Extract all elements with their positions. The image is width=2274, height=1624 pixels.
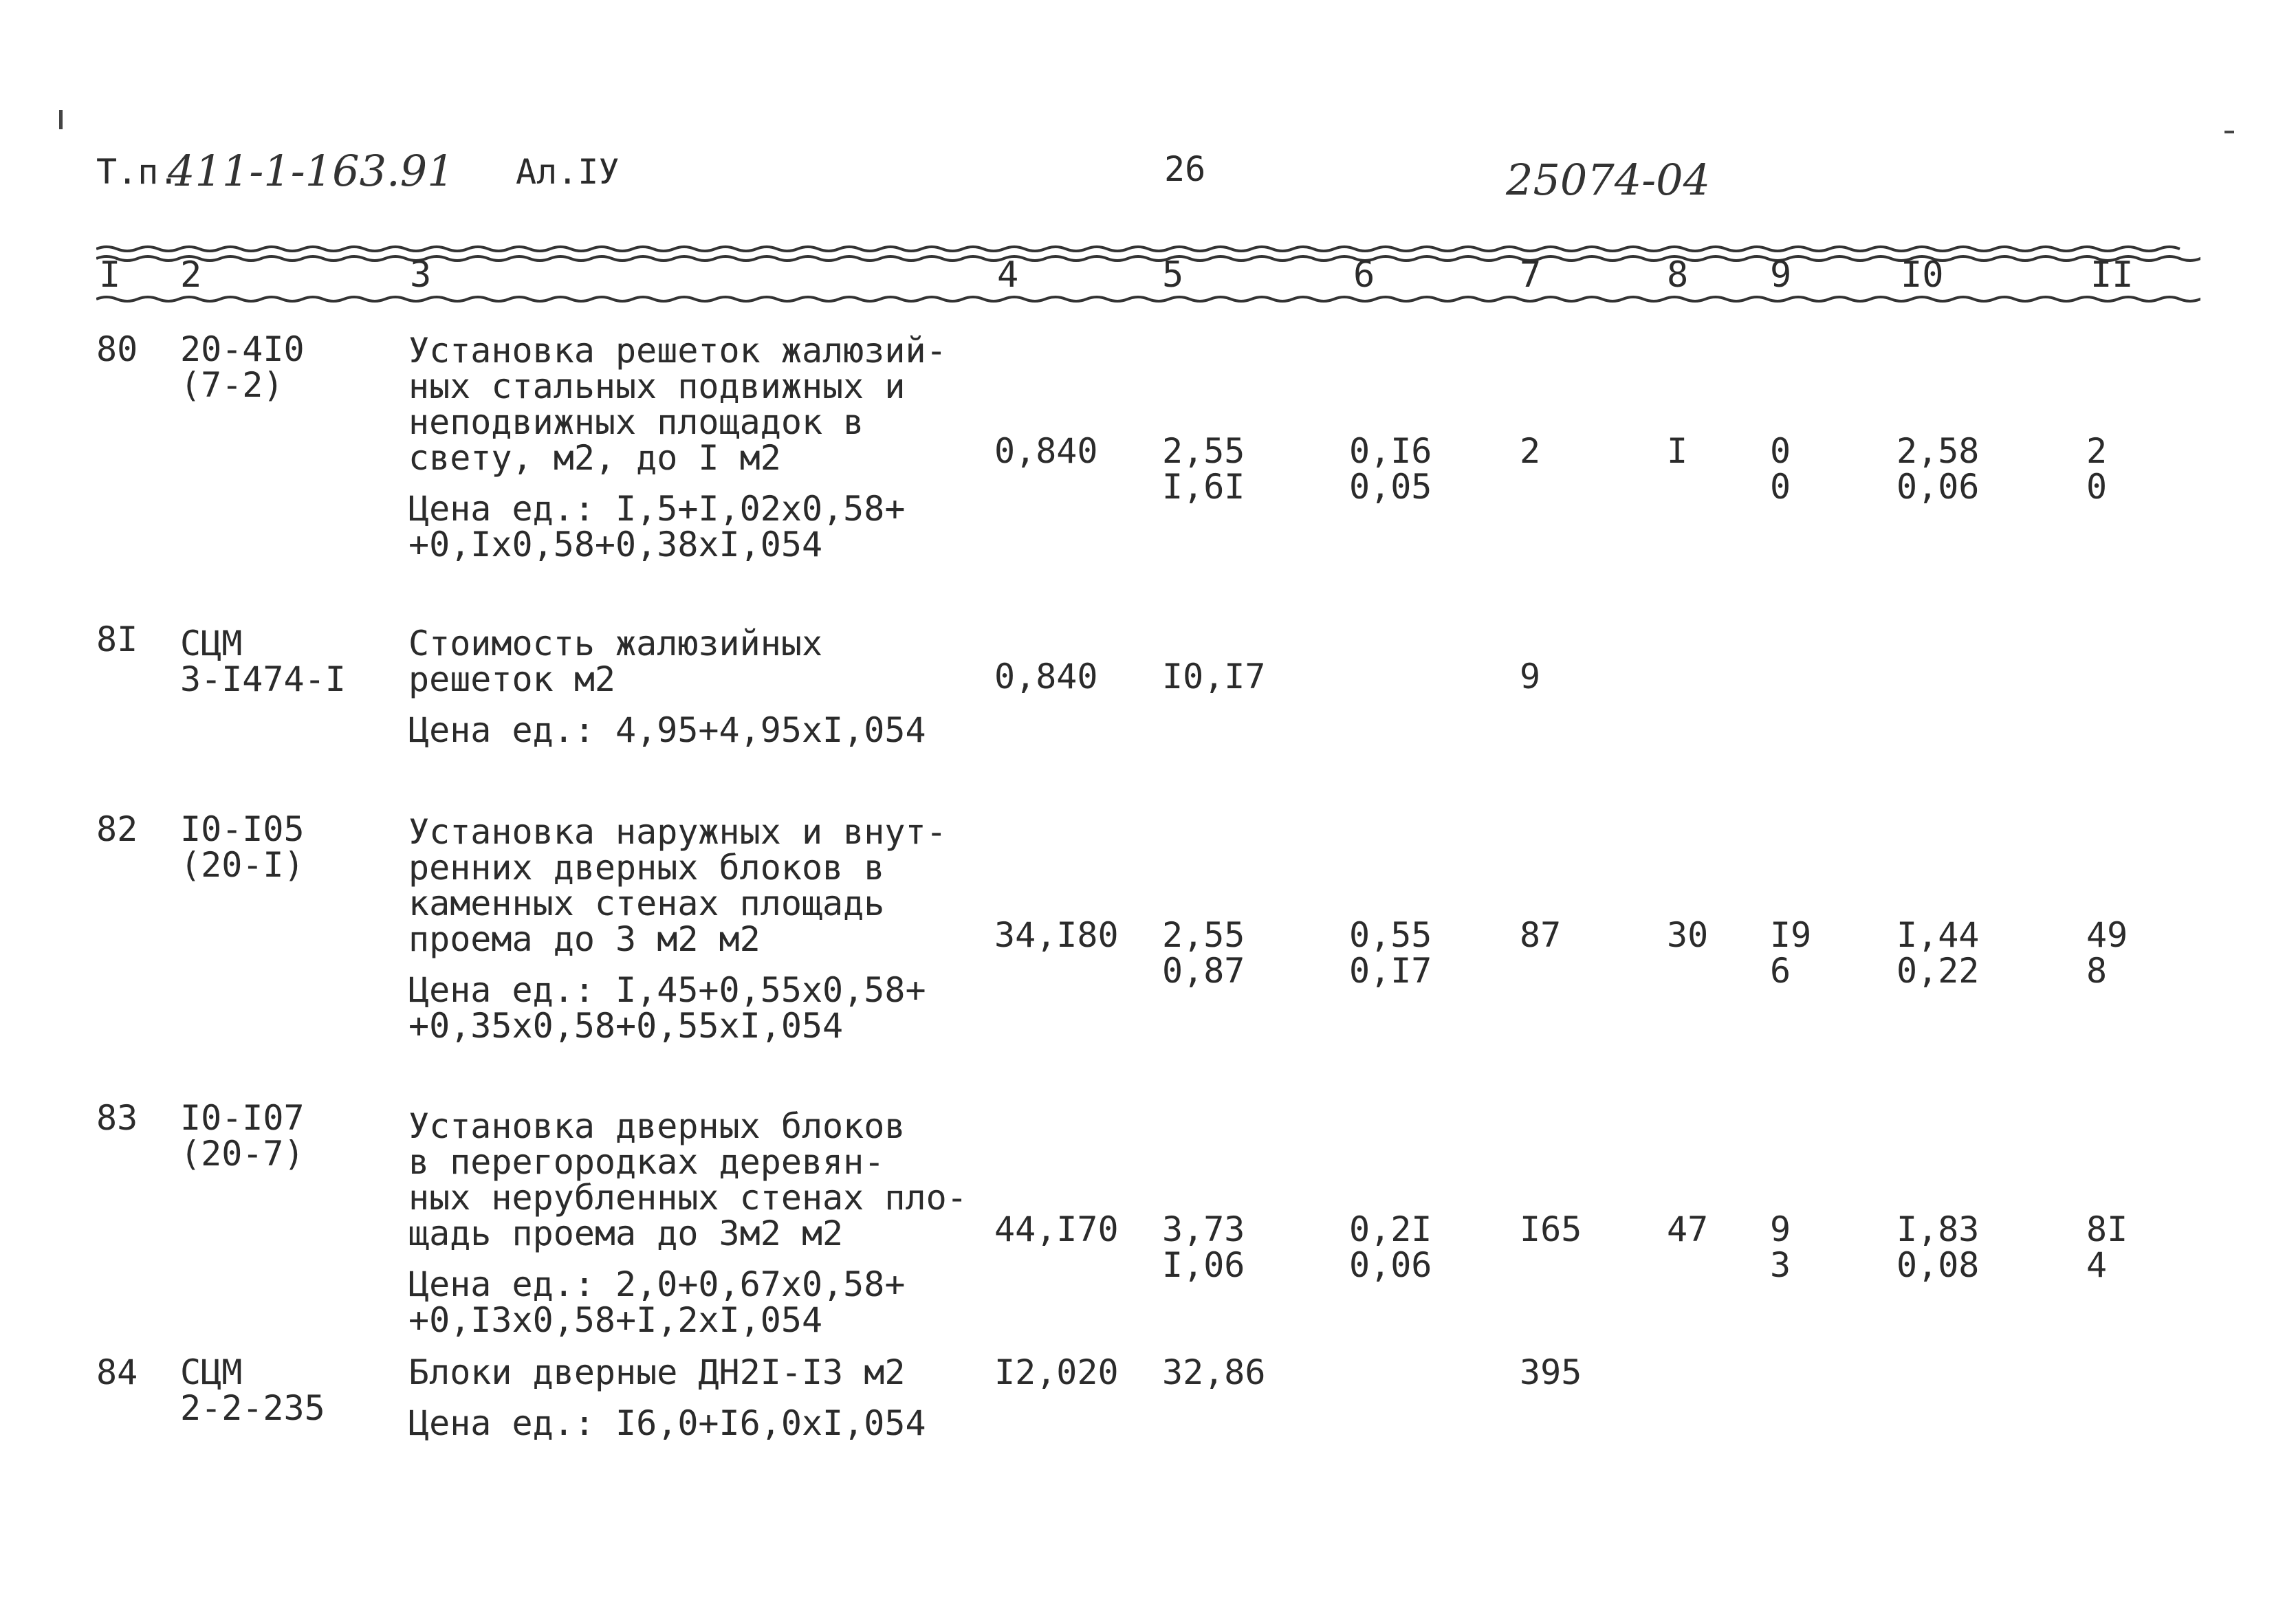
value: 0 <box>2086 467 2108 507</box>
col10-values <box>1896 433 1979 505</box>
price-line: +0,35х0,58+0,55хI,054 <box>408 1006 844 1046</box>
document-code: 25074-04 <box>1506 155 1711 205</box>
value: I,83 <box>1896 1209 1980 1249</box>
value: 0,06 <box>1896 467 1980 507</box>
desc-line: Установка решеток жалюзий- <box>408 331 947 371</box>
code-line: (20-I) <box>180 845 305 885</box>
desc-line: Стоимость жалюзийных <box>408 624 823 663</box>
value: 8I <box>2086 1209 2128 1249</box>
col5-values <box>1162 917 1245 989</box>
value: I,06 <box>1162 1245 1245 1285</box>
desc-line: проема до 3 м2 м2 <box>408 919 761 959</box>
row-description <box>408 814 947 1044</box>
col10-values <box>1896 1211 1979 1283</box>
quantity: 0,840 <box>994 431 1098 471</box>
row-code <box>180 811 305 883</box>
col-header-3: 3 <box>410 254 432 296</box>
value: I,44 <box>1896 915 1980 955</box>
desc-line: Блоки дверные ДН2I-I3 м2 <box>408 1352 906 1392</box>
quantity: 44,I70 <box>994 1209 1119 1249</box>
col9-values <box>1770 433 1791 505</box>
price-line: Цена ед.: 4,95+4,95хI,054 <box>408 710 926 750</box>
col7-value: 2 <box>1520 431 1541 471</box>
col7-value: 87 <box>1520 915 1562 955</box>
value: 8 <box>2086 951 2108 991</box>
value: 3,73 <box>1162 1209 1245 1249</box>
desc-line: каменных стенах площадь <box>408 884 885 923</box>
col-header-11: II <box>2090 254 2134 296</box>
code-line: 20-4I0 <box>180 329 305 369</box>
col5-values <box>1162 433 1245 505</box>
col8-value: 47 <box>1667 1209 1709 1249</box>
col-header-2: 2 <box>180 254 202 296</box>
value: 2,55 <box>1162 431 1245 471</box>
row-code <box>180 331 305 403</box>
col-header-5: 5 <box>1162 254 1184 296</box>
quantity: 34,I80 <box>994 915 1119 955</box>
desc-line: ных нерубленных стенах пло- <box>408 1178 967 1218</box>
desc-line: ных стальных подвижных и <box>408 366 906 406</box>
value: I,6I <box>1162 467 1245 507</box>
desc-line: ренних дверных блоков в <box>408 848 885 888</box>
page-number: 26 <box>1164 149 1206 189</box>
col11-values <box>2086 433 2107 505</box>
col8-value: 30 <box>1667 915 1709 955</box>
row-description <box>408 626 926 748</box>
row-number: 80 <box>96 329 138 369</box>
value: 6 <box>1770 951 1791 991</box>
code-line: (20-7) <box>180 1134 305 1174</box>
col-header-4: 4 <box>997 254 1019 296</box>
col7-value: 9 <box>1520 657 1541 696</box>
col5-values <box>1162 1354 1266 1390</box>
col6-values <box>1349 433 1432 505</box>
value: 3 <box>1770 1245 1791 1285</box>
value: 0 <box>1770 431 1791 471</box>
value: 0,05 <box>1349 467 1432 507</box>
price-line: +0,I3х0,58+I,2хI,054 <box>408 1300 823 1340</box>
desc-line: в перегородках деревян- <box>408 1142 885 1182</box>
desc-line: решеток м2 <box>408 659 616 699</box>
value: 0,I7 <box>1349 951 1432 991</box>
price-line: +0,Iх0,58+0,38хI,054 <box>408 525 823 564</box>
value: 0,55 <box>1349 915 1432 955</box>
sheet-label: Ал.IУ <box>516 152 620 192</box>
price-line: Цена ед.: 2,0+0,67х0,58+ <box>408 1264 906 1304</box>
col9-values <box>1770 917 1811 989</box>
col8-value: I <box>1667 431 1688 471</box>
code-line: СЦМ <box>180 624 243 663</box>
code-line: СЦМ <box>180 1352 243 1392</box>
value: 2 <box>2086 431 2108 471</box>
value: 0,2I <box>1349 1209 1432 1249</box>
row-number: 82 <box>96 809 138 849</box>
code-line: I0-I07 <box>180 1098 305 1138</box>
value: 0,87 <box>1162 951 1245 991</box>
code-line: 3-I474-I <box>180 659 346 699</box>
code-line: 2-2-235 <box>180 1388 325 1428</box>
quantity: 0,840 <box>994 657 1098 696</box>
row-code <box>180 1354 325 1426</box>
col6-values <box>1349 1211 1432 1283</box>
col7-value: I65 <box>1520 1209 1582 1249</box>
row-description <box>408 1354 926 1441</box>
col-header-8: 8 <box>1667 254 1689 296</box>
col11-values <box>2086 917 2128 989</box>
quantity: I2,020 <box>994 1352 1119 1392</box>
col-header-6: 6 <box>1353 254 1375 296</box>
margin-mark <box>2224 131 2234 133</box>
code-line: I0-I05 <box>180 809 305 849</box>
row-number: 84 <box>96 1352 138 1392</box>
col10-values <box>1896 917 1979 989</box>
desc-line: Установка наружных и внут- <box>408 812 947 852</box>
row-number: 83 <box>96 1098 138 1138</box>
col5-values <box>1162 1211 1245 1283</box>
row-description <box>408 1108 967 1338</box>
col-header-1: I <box>99 254 121 296</box>
desc-line: щадь проема до 3м2 м2 <box>408 1214 844 1253</box>
code-line: (7-2) <box>180 365 284 405</box>
price-line: Цена ед.: I6,0+I6,0хI,054 <box>408 1403 926 1443</box>
value: 32,86 <box>1162 1352 1266 1392</box>
col-header-7: 7 <box>1520 254 1542 296</box>
project-number: 411-1-163.91 <box>168 146 455 196</box>
value: 2,55 <box>1162 915 1245 955</box>
value: 0,08 <box>1896 1245 1980 1285</box>
value: 49 <box>2086 915 2128 955</box>
margin-mark <box>59 110 63 129</box>
header-prefix: Т.п. <box>96 152 179 192</box>
value: 0,I6 <box>1349 431 1432 471</box>
col-header-10: I0 <box>1901 254 1944 296</box>
value: 2,58 <box>1896 431 1980 471</box>
col5-values <box>1162 659 1266 694</box>
desc-line: свету, м2, до I м2 <box>408 438 781 478</box>
col-header-9: 9 <box>1770 254 1792 296</box>
row-code <box>180 1100 305 1172</box>
price-line: Цена ед.: I,45+0,55х0,58+ <box>408 970 926 1010</box>
value: 4 <box>2086 1245 2108 1285</box>
col9-values <box>1770 1211 1791 1283</box>
value: 9 <box>1770 1209 1791 1249</box>
row-description <box>408 333 947 562</box>
row-number: 8I <box>96 619 138 659</box>
col7-value: 395 <box>1520 1352 1582 1392</box>
desc-line: неподвижных площадок в <box>408 402 864 442</box>
value: I9 <box>1770 915 1812 955</box>
value: 0,22 <box>1896 951 1980 991</box>
value: 0,06 <box>1349 1245 1432 1285</box>
col11-values <box>2086 1211 2128 1283</box>
row-code <box>180 626 346 697</box>
desc-line: Установка дверных блоков <box>408 1106 906 1146</box>
col6-values <box>1349 917 1432 989</box>
value: 0 <box>1770 467 1791 507</box>
value: I0,I7 <box>1162 657 1266 696</box>
price-line: Цена ед.: I,5+I,02х0,58+ <box>408 489 906 529</box>
